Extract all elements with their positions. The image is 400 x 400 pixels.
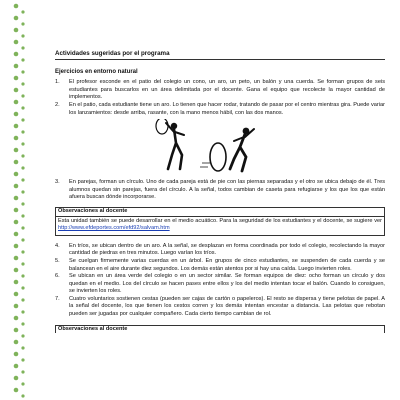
item-text: Se cuelgan firmemente varias cuerdas en un árbol. En grupos de cinco estudiantes, se suspenden de cada cuerda y se balancean en el aire durante diez segundos. Los demás están atentos por si hay una caída. Luego invierten roles. (69, 257, 385, 272)
list-item (55, 243, 385, 258)
item-number: 7. (55, 295, 60, 302)
hoop-rolling-icon (150, 119, 290, 175)
teacher-notes-body (56, 217, 384, 235)
activity-list-1 (55, 79, 385, 117)
item-number: 4. (55, 242, 60, 249)
list-item (55, 296, 385, 319)
item-number: 3. (55, 179, 60, 186)
list-item (55, 258, 385, 273)
list-item (55, 273, 385, 296)
green-dot-border-icon (10, 0, 28, 400)
item-number: 6. (55, 273, 60, 280)
item-text: Cuatro voluntarios sostienen cestas (pueden ser cajas de cartón o papeleros). El resto se dispersa y tiene pelotas de papel. A la señal del docente, los que tienen los cestos corren y los demás intentan encestar a distancia. Las pelotas que rebotan pueden ser jugadas por cualquier compañero. Cada cierto tiempo cambian de rol. (69, 295, 385, 318)
teacher-notes-text: Esta unidad también se puede desarrollar en el medio acuático. Para la seguridad de los estudiantes y el docente, se sugiere ver (58, 217, 382, 224)
item-text: Se ubican en un área verde del colegio o en un sector similar. Se forman equipos de diez: ocho forman un círculo y dos quedan en el medio. Los del círculo se hacen pases entre ellos y los del medio intentan tocar el balón. Cuando lo consiguen, se invierten los roles. (69, 273, 385, 295)
reference-link[interactable]: http://www.efdeportes.com/efd92/salvam.htm (58, 225, 170, 232)
teacher-notes-heading-2: Observaciones al docente (58, 325, 128, 332)
list-item (55, 179, 385, 202)
teacher-notes-heading: Observaciones al docente (56, 208, 384, 217)
item-number: 2. (55, 101, 60, 108)
list-item (55, 79, 385, 102)
item-number: 1. (55, 79, 60, 86)
section-title: Ejercicios en entorno natural (55, 68, 138, 75)
activity-list-1b (55, 179, 385, 202)
list-item (55, 102, 385, 117)
item-text: El profesor esconde en el patio del colegio un cono, un aro, un peto, un balón y una cuerda. Se forman grupos de seis estudiantes para buscarlos en un área delimitada por el docente. Gana el equipo que recolecte la mayor cantidad de implementos. (69, 79, 385, 101)
page-title: Actividades sugeridas por el programa (55, 50, 385, 60)
item-text: En tríos, se ubican dentro de un aro. A la señal, se desplazan en forma coordinada por todo el colegio, recolectando la mayor cantidad de piedras en tres minutos. Luego varían los tríos. (69, 242, 385, 257)
item-text: En parejas, forman un círculo. Uno de cada pareja está de pie con las piernas separadas y el otro se ubica debajo de él. Tres alumnos quedan sin parejas, fuera del círculo. A la señal, todos cambian de caseta para refugiarse y los que los que están afuera buscan dónde incorporarse. (69, 179, 385, 201)
teacher-notes-box-2 (55, 325, 385, 334)
teacher-notes-box (55, 207, 385, 236)
item-text: En el patio, cada estudiante tiene un aro. Lo tienen que hacer rodar, tratando de pasar por el centro mientras gira. Puede variar los lanzamientos: desde arriba, rasante, con la mano menos hábil, con las dos manos. (69, 101, 385, 116)
document-page (55, 50, 385, 333)
illustration (55, 119, 385, 175)
item-number: 5. (55, 257, 60, 264)
activity-list-2 (55, 243, 385, 319)
